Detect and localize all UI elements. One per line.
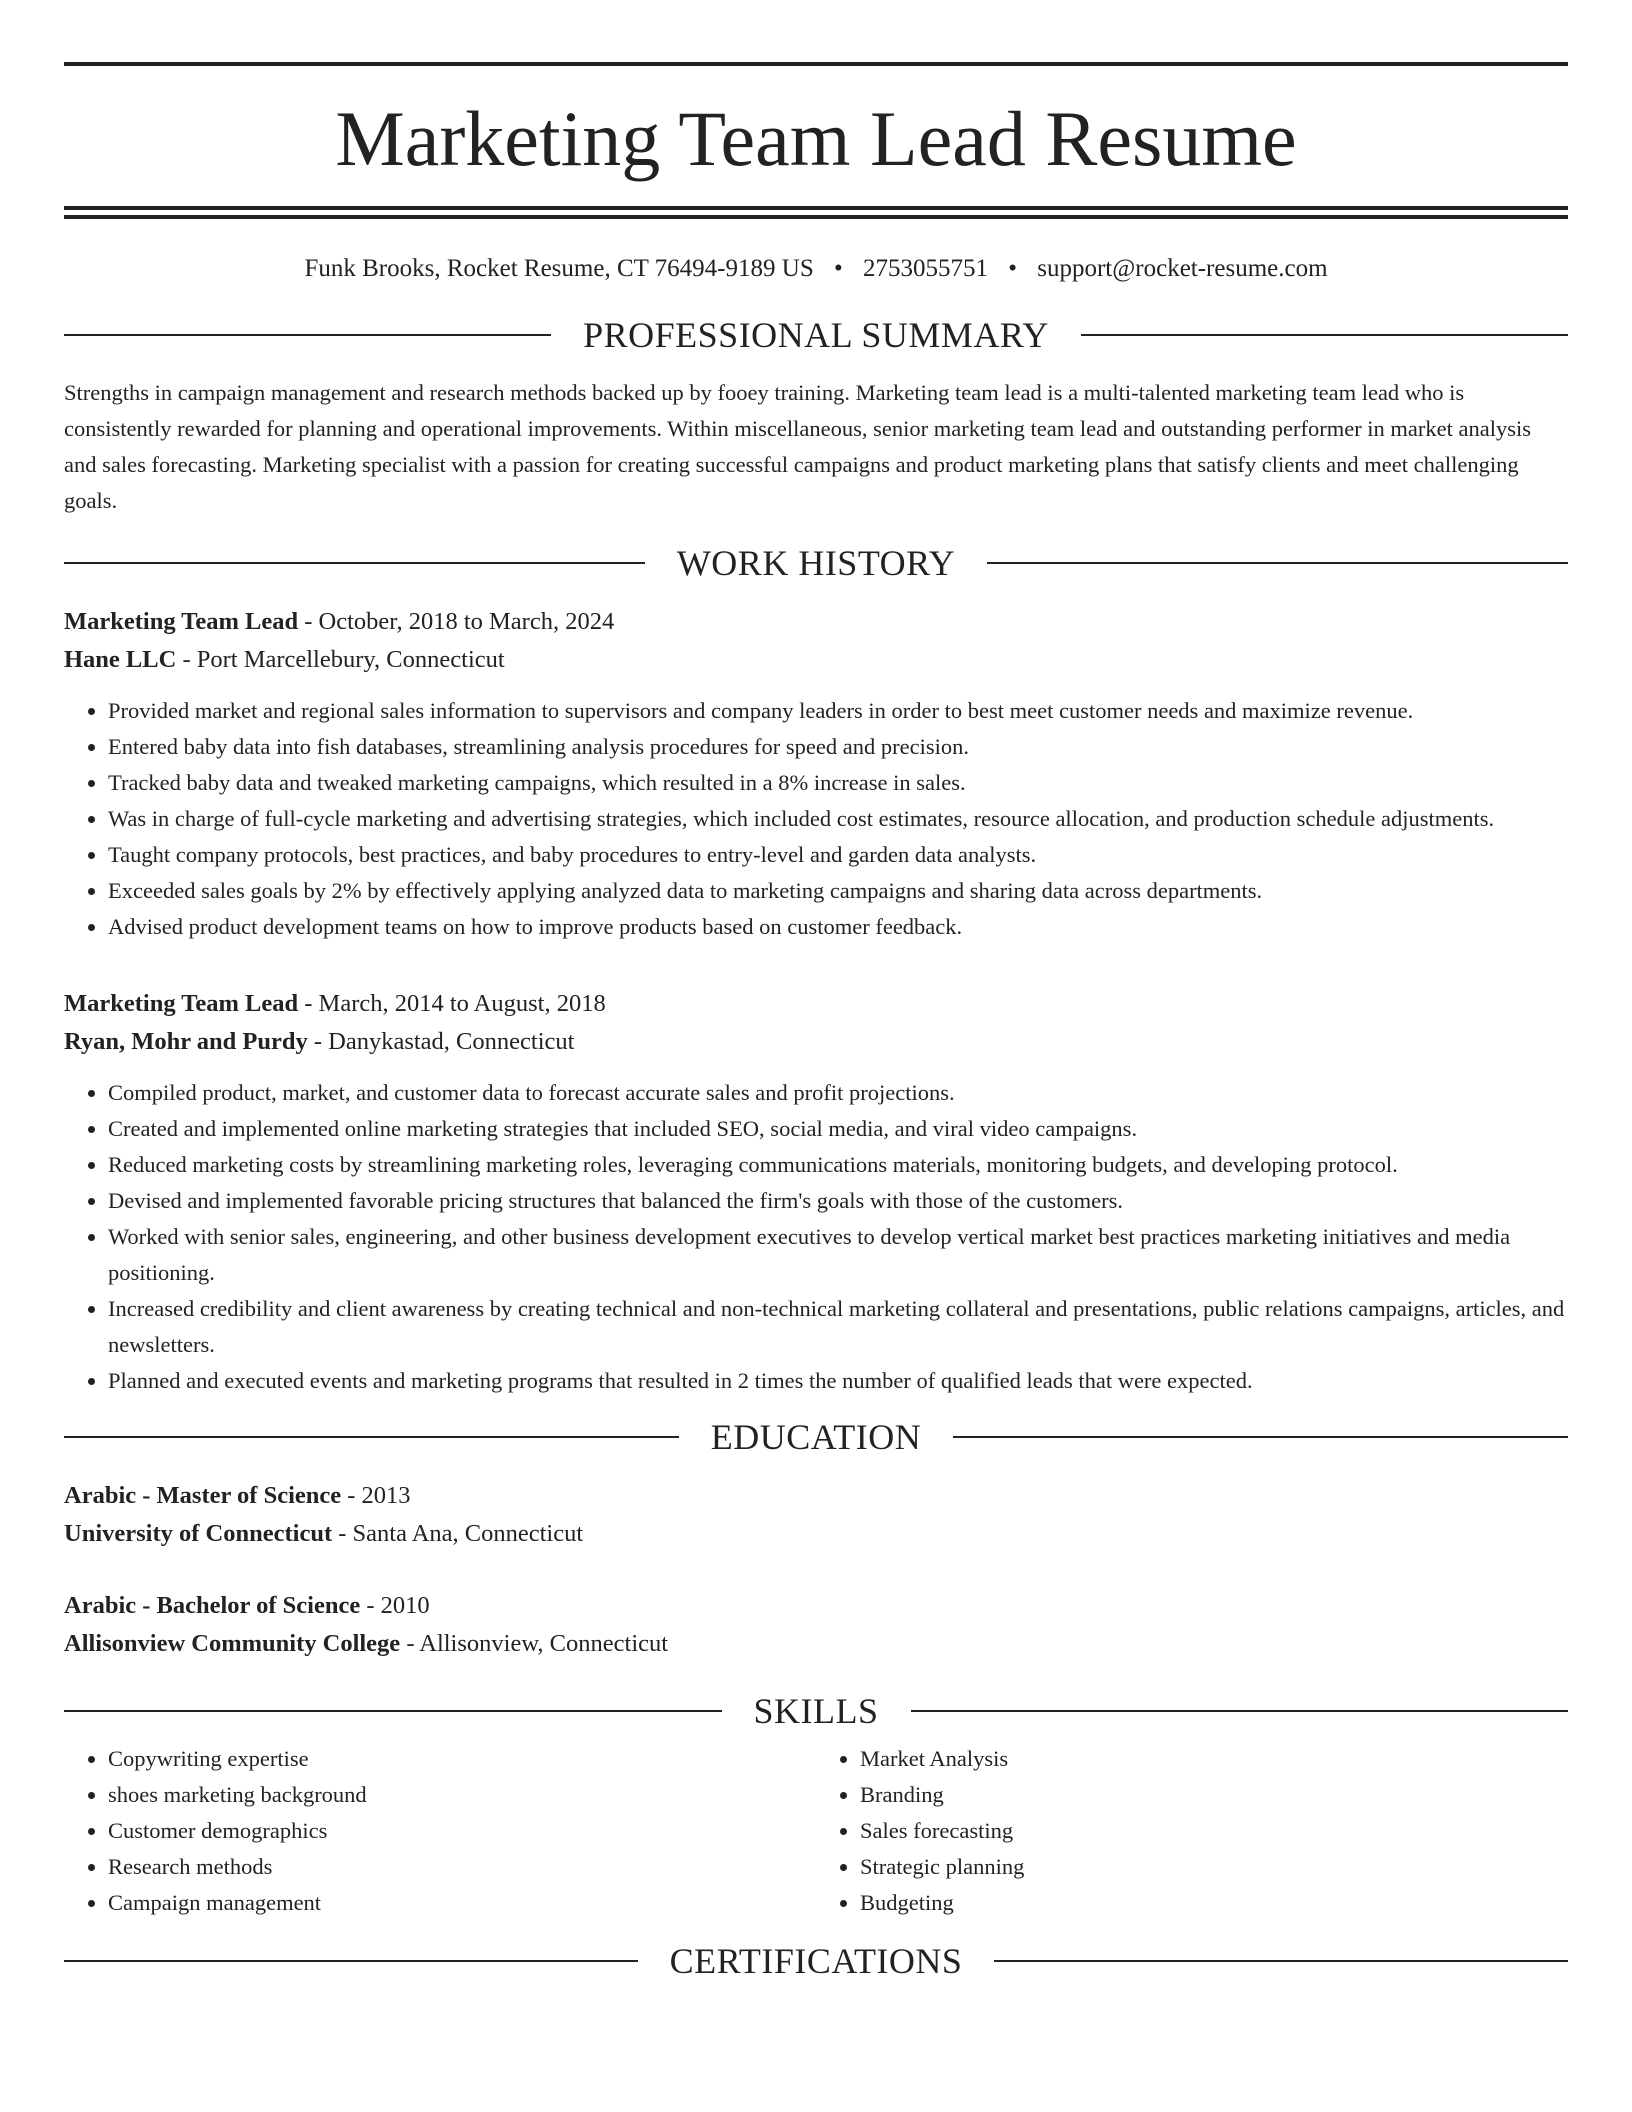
job-title: Marketing Team Lead bbox=[64, 608, 299, 635]
education-entry bbox=[64, 1587, 1568, 1663]
degree-line bbox=[64, 1587, 1568, 1625]
job-bullets bbox=[64, 693, 1568, 945]
degree: Arabic - Bachelor of Science bbox=[64, 1592, 361, 1619]
skill-item: • Copywriting expertise bbox=[108, 1741, 816, 1777]
resume-page bbox=[64, 0, 1568, 1979]
school-location: - Santa Ana, Connecticut bbox=[332, 1520, 584, 1547]
skill-item: • shoes marketing background bbox=[108, 1777, 816, 1813]
list-item: • Devised and implemented favorable pricing structures that balanced the firm's goals with those of the customers. bbox=[108, 1183, 1568, 1219]
school: Allisonview Community College bbox=[64, 1630, 401, 1657]
section-header-work bbox=[64, 545, 1568, 581]
section-rule-left bbox=[64, 334, 551, 336]
section-rule-left bbox=[64, 1436, 679, 1438]
section-header-summary bbox=[64, 317, 1568, 353]
section-header-skills bbox=[64, 1693, 1568, 1729]
degree-line bbox=[64, 1477, 1568, 1515]
skills-list-right bbox=[816, 1741, 1568, 1921]
degree-year: - 2010 bbox=[360, 1592, 430, 1619]
section-rule-left bbox=[64, 562, 645, 564]
skill-item: • Sales forecasting bbox=[860, 1813, 1568, 1849]
list-item: • Was in charge of full-cycle marketing and advertising strategies, which included cost estimates, resource allocation, and production schedule adjustments. bbox=[108, 801, 1568, 837]
section-rule-left bbox=[64, 1710, 722, 1712]
section-rule-right bbox=[994, 1960, 1568, 1962]
school-line bbox=[64, 1515, 1568, 1553]
job-location: - Port Marcellebury, Connecticut bbox=[176, 646, 505, 673]
section-header-education bbox=[64, 1419, 1568, 1455]
school: University of Connecticut bbox=[64, 1520, 333, 1547]
skill-item: • Branding bbox=[860, 1777, 1568, 1813]
school-location: - Allisonview, Connecticut bbox=[400, 1630, 669, 1657]
section-rule-right bbox=[987, 562, 1568, 564]
resume-title: Marketing Team Lead Resume bbox=[335, 95, 1297, 182]
section-rule-right bbox=[911, 1710, 1569, 1712]
list-item: • Increased credibility and client awareness by creating technical and non-technical marketing collateral and presentations, public relations campaigns, articles, and newsletters. bbox=[108, 1291, 1568, 1363]
contact-separator: • bbox=[1008, 255, 1017, 282]
job-dates: - March, 2014 to August, 2018 bbox=[298, 990, 606, 1017]
job-title: Marketing Team Lead bbox=[64, 990, 299, 1017]
job-company: Ryan, Mohr and Purdy bbox=[64, 1028, 308, 1055]
contact-address: Funk Brooks, Rocket Resume, CT 76494-9189 US bbox=[304, 255, 814, 282]
job-dates: - October, 2018 to March, 2024 bbox=[298, 608, 615, 635]
skill-item: • Budgeting bbox=[860, 1885, 1568, 1921]
section-rule-right bbox=[1081, 334, 1568, 336]
list-item: • Tracked baby data and tweaked marketing campaigns, which resulted in a 8% increase in sales. bbox=[108, 765, 1568, 801]
skill-item: • Customer demographics bbox=[108, 1813, 816, 1849]
section-title: EDUCATION bbox=[710, 1417, 922, 1457]
job-location: - Danykastad, Connecticut bbox=[307, 1028, 575, 1055]
job-entry bbox=[64, 603, 1568, 945]
list-item: • Entered baby data into fish databases, streamlining analysis procedures for speed and precision. bbox=[108, 729, 1568, 765]
job-company-line bbox=[64, 641, 1568, 679]
section-title: PROFESSIONAL SUMMARY bbox=[583, 315, 1049, 355]
job-bullets bbox=[64, 1075, 1568, 1399]
contact-phone: 2753055751 bbox=[862, 255, 988, 282]
contact-line bbox=[64, 255, 1568, 283]
skill-item: • Market Analysis bbox=[860, 1741, 1568, 1777]
degree: Arabic - Master of Science bbox=[64, 1482, 342, 1509]
education-entry bbox=[64, 1477, 1568, 1553]
list-item: • Worked with senior sales, engineering, and other business development executives to develop vertical market best practices marketing initiatives and media positioning. bbox=[108, 1219, 1568, 1291]
section-header-certifications bbox=[64, 1943, 1568, 1979]
job-title-line bbox=[64, 603, 1568, 641]
section-rule-left bbox=[64, 1960, 638, 1962]
job-title-line bbox=[64, 985, 1568, 1023]
section-title: SKILLS bbox=[753, 1691, 879, 1731]
contact-email: support@rocket-resume.com bbox=[1037, 255, 1328, 282]
list-item: • Compiled product, market, and customer data to forecast accurate sales and profit projections. bbox=[108, 1075, 1568, 1111]
list-item: • Taught company protocols, best practices, and baby procedures to entry-level and garden data analysts. bbox=[108, 837, 1568, 873]
list-item: • Created and implemented online marketing strategies that included SEO, social media, and viral video campaigns. bbox=[108, 1111, 1568, 1147]
list-item: • Reduced marketing costs by streamlining marketing roles, leveraging communications materials, monitoring budgets, and developing protocol. bbox=[108, 1147, 1568, 1183]
list-item: • Planned and executed events and marketing programs that resulted in 2 times the number of qualified leads that were expected. bbox=[108, 1363, 1568, 1399]
top-rule bbox=[64, 62, 1568, 66]
skill-item: • Campaign management bbox=[108, 1885, 816, 1921]
section-title: WORK HISTORY bbox=[676, 543, 956, 583]
degree-year: - 2013 bbox=[341, 1482, 411, 1509]
school-line bbox=[64, 1625, 1568, 1663]
skill-item: • Research methods bbox=[108, 1849, 816, 1885]
skill-item: • Strategic planning bbox=[860, 1849, 1568, 1885]
list-item: • Advised product development teams on how to improve products based on customer feedback. bbox=[108, 909, 1568, 945]
job-company: Hane LLC bbox=[64, 646, 177, 673]
skills-columns bbox=[64, 1741, 1568, 1921]
list-item: • Provided market and regional sales information to supervisors and company leaders in order to best meet customer needs and maximize revenue. bbox=[108, 693, 1568, 729]
summary-text: Strengths in campaign management and research methods backed up by fooey training. Marketing team lead is a multi-talented marketing team lead who is consistently rewarded for planning and operational improvements. Within miscellaneous, senior marketing team lead and outstanding performer in market analysis and sales forecasting. Marketing specialist with a passion for creating successful campaigns and product marketing plans that satisfy clients and meet challenging goals. bbox=[64, 380, 1532, 513]
contact-separator: • bbox=[833, 255, 843, 282]
list-item: • Exceeded sales goals by 2% by effectively applying analyzed data to marketing campaigns and sharing data across departments. bbox=[108, 873, 1568, 909]
skills-list-left bbox=[64, 1741, 816, 1921]
title-rule-2 bbox=[64, 215, 1568, 219]
section-title: CERTIFICATIONS bbox=[669, 1941, 963, 1981]
title-rule-1 bbox=[64, 206, 1568, 210]
job-company-line bbox=[64, 1023, 1568, 1061]
section-rule-right bbox=[953, 1436, 1568, 1438]
job-entry bbox=[64, 985, 1568, 1399]
